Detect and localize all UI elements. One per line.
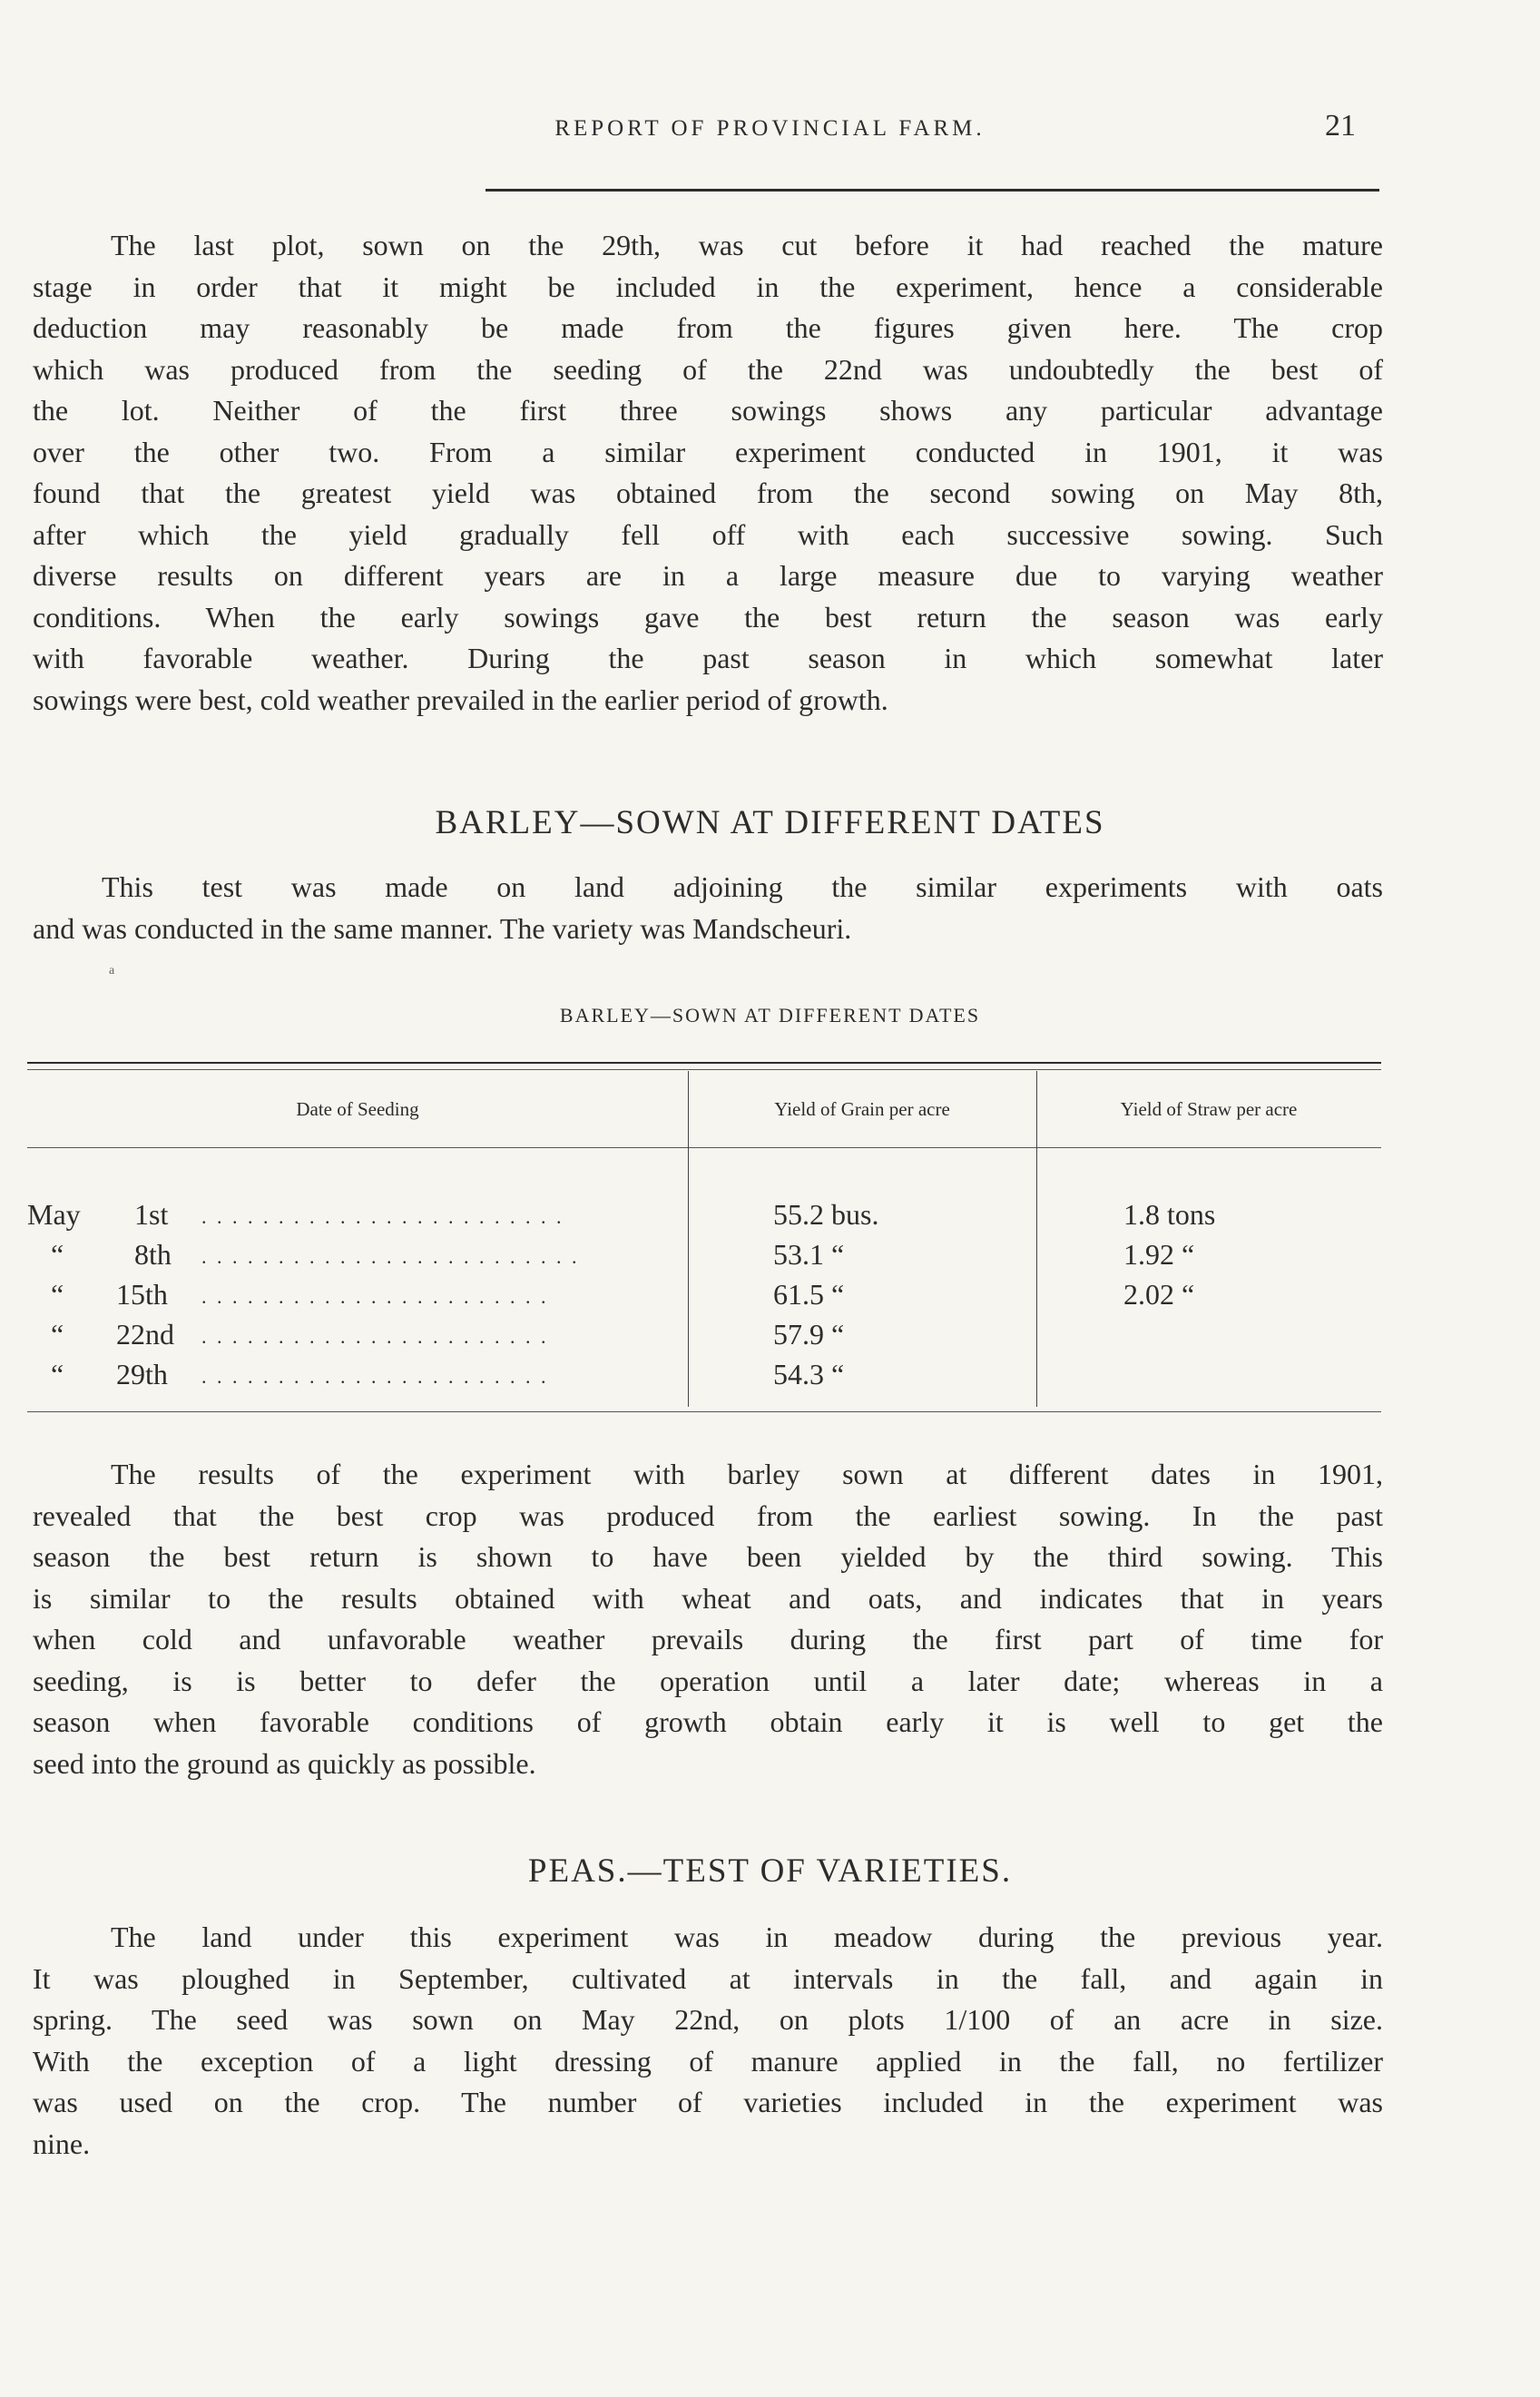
row-month: “ bbox=[51, 1238, 64, 1271]
header-rule bbox=[486, 189, 1379, 192]
paragraph-peas bbox=[33, 1917, 1383, 2165]
paragraph-line: is similar to the results obtained with wheat and oats, and indicates that in years bbox=[33, 1581, 1383, 1615]
dot-leader: . . . . . . . . . . . . . . . . . . . . . . . bbox=[201, 1285, 549, 1308]
row-month: “ bbox=[51, 1318, 64, 1351]
paragraph-line: found that the greatest yield was obtained from the second sowing on May 8th, bbox=[33, 476, 1383, 509]
paragraph-line: seeding, is is better to defer the operation until a later date; whereas in a bbox=[33, 1664, 1383, 1697]
row-day: 8th bbox=[134, 1238, 172, 1271]
table-bottom-rule bbox=[27, 1411, 1381, 1412]
paragraph-line: revealed that the best crop was produced from the earliest sowing. In the past bbox=[33, 1498, 1383, 1532]
column-header-grain: Yield of Grain per acre bbox=[774, 1098, 950, 1120]
paragraph-line: conditions. When the early sowings gave the best return the season was early bbox=[33, 600, 1383, 634]
row-straw-yield: 1.92 “ bbox=[1123, 1238, 1195, 1271]
row-day: 22nd bbox=[116, 1318, 174, 1351]
paragraph-line: spring. The seed was sown on May 22nd, on plots 1/100 of an acre in size. bbox=[33, 2003, 1383, 2036]
paragraph-barley-intro bbox=[33, 867, 1383, 949]
table-top-rule bbox=[27, 1062, 1381, 1064]
paragraph-line: The last plot, sown on the 29th, was cut before it had reached the mature bbox=[111, 229, 1383, 261]
paragraph-line: This test was made on land adjoining the similar experiments with oats bbox=[102, 870, 1383, 903]
paragraph-line: diverse results on different years are in a large measure due to varying weather bbox=[33, 559, 1383, 592]
column-header-straw: Yield of Straw per acre bbox=[1120, 1098, 1298, 1120]
table-title: BARLEY—SOWN AT DIFFERENT DATES bbox=[559, 1004, 981, 1027]
row-grain-yield: 57.9 “ bbox=[773, 1318, 845, 1351]
section-heading-barley: BARLEY—SOWN AT DIFFERENT DATES bbox=[435, 804, 1105, 841]
paragraph-line: With the exception of a light dressing of manure applied in the fall, no fertilizer bbox=[33, 2044, 1383, 2078]
paragraph-line: over the other two. From a similar experiment conducted in 1901, it was bbox=[33, 435, 1383, 468]
running-header: REPORT OF PROVINCIAL FARM. bbox=[554, 116, 986, 141]
paragraph-line: sowings were best, cold weather prevailed in the earlier period of growth. bbox=[33, 683, 888, 716]
page-number: 21 bbox=[1325, 109, 1356, 142]
paragraph-barley-results bbox=[33, 1454, 1383, 1784]
row-grain-yield: 54.3 “ bbox=[773, 1358, 845, 1390]
dot-leader: . . . . . . . . . . . . . . . . . . . . . . . . bbox=[201, 1205, 564, 1228]
row-day: 15th bbox=[116, 1278, 168, 1311]
row-straw-yield: 2.02 “ bbox=[1123, 1278, 1195, 1311]
row-day: 1st bbox=[134, 1198, 169, 1231]
paragraph-line: deduction may reasonably be made from the figures given here. The crop bbox=[33, 311, 1383, 344]
table-column-divider bbox=[688, 1071, 689, 1407]
row-day: 29th bbox=[116, 1358, 168, 1390]
dot-leader: . . . . . . . . . . . . . . . . . . . . . . . bbox=[201, 1325, 549, 1348]
row-month: “ bbox=[51, 1358, 64, 1390]
paragraph-line: season the best return is shown to have been yielded by the third sowing. This bbox=[33, 1540, 1383, 1573]
column-header-date: Date of Seeding bbox=[296, 1098, 419, 1120]
paragraph-line: after which the yield gradually fell off with each successive sowing. Such bbox=[33, 517, 1383, 551]
section-heading-peas: PEAS.—TEST OF VARIETIES. bbox=[527, 1852, 1013, 1890]
table-column-divider bbox=[1036, 1071, 1037, 1407]
paragraph-line: was used on the crop. The number of varieties included in the experiment was bbox=[33, 2086, 1383, 2118]
paragraph-line: The results of the experiment with barley sown at different dates in 1901, bbox=[111, 1458, 1383, 1490]
paragraph-line: seed into the ground as quickly as possible. bbox=[33, 1746, 536, 1780]
row-straw-yield: 1.8 tons bbox=[1123, 1198, 1216, 1231]
paragraph-line: stage in order that it might be included in the experiment, hence a considerable bbox=[33, 270, 1383, 303]
table-header-rule bbox=[27, 1147, 1381, 1148]
paragraph-line: when cold and unfavorable weather prevails during the first part of time for bbox=[33, 1623, 1383, 1655]
paragraph-line: season when favorable conditions of growth obtain early it is well to get the bbox=[33, 1705, 1383, 1738]
row-month: “ bbox=[51, 1278, 64, 1311]
paragraph-line: which was produced from the seeding of the 22nd was undoubtedly the best of bbox=[33, 352, 1383, 386]
row-month: May bbox=[27, 1198, 81, 1231]
paragraph-line: and was conducted in the same manner. The variety was Mandscheuri. bbox=[33, 911, 852, 945]
row-grain-yield: 61.5 “ bbox=[773, 1278, 845, 1311]
stray-mark: a bbox=[109, 964, 115, 977]
dot-leader: . . . . . . . . . . . . . . . . . . . . . . . bbox=[201, 1365, 549, 1388]
paragraph-line: The land under this experiment was in meadow during the previous year. bbox=[111, 1921, 1383, 1953]
paragraph-line: nine. bbox=[33, 2127, 91, 2160]
row-grain-yield: 55.2 bus. bbox=[773, 1198, 879, 1231]
paragraph-line: It was ploughed in September, cultivated at intervals in the fall, and again in bbox=[33, 1961, 1383, 1995]
row-grain-yield: 53.1 “ bbox=[773, 1238, 845, 1271]
paragraph-line: the lot. Neither of the first three sowings shows any particular advantage bbox=[33, 394, 1383, 427]
paragraph-oats-dates bbox=[33, 225, 1383, 721]
paragraph-line: with favorable weather. During the past season in which somewhat later bbox=[33, 642, 1383, 674]
dot-leader: . . . . . . . . . . . . . . . . . . . . . . . . . bbox=[201, 1245, 580, 1268]
table-top-rule-2 bbox=[27, 1069, 1381, 1070]
